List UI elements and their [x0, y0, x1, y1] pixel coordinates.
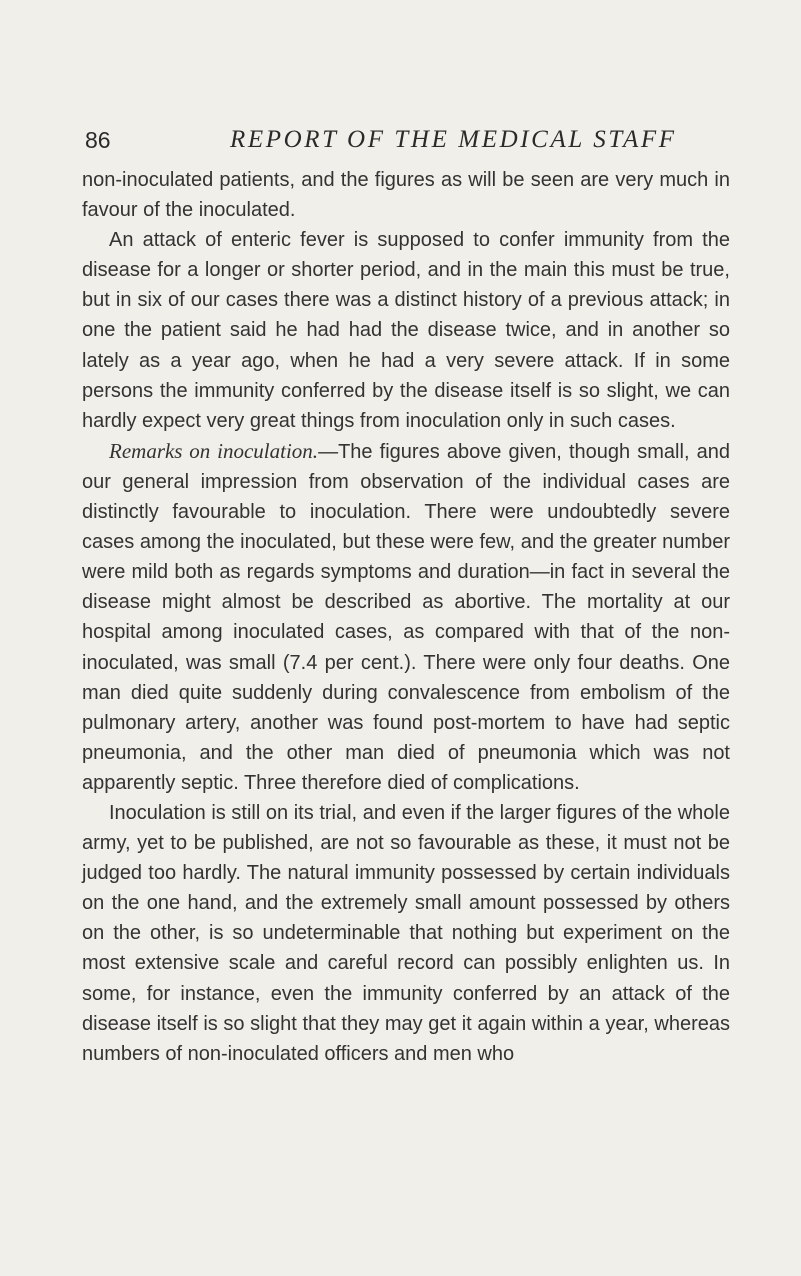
remarks-text: —The figures above given, though small, and our general impression from observation of the individual cases are distinctly favourable to inoculation. There were undoubtedly severe cases among the inoculated, but these were few, and the greater number were mild both as regards symptoms and duration—in fact in several the disease might almost be described as abortive. The mortality at our hospital among inoculated cases, as compared with that of the non-inoculated, was small (7.4 per cent.). There were only four deaths. One man died quite suddenly during convalescence from embolism of the pulmonary artery, another was found post-mortem to have had septic pneumonia, and the other man died of pneumonia which was not apparently septic. Three therefore died of complications.: [82, 440, 731, 794]
remarks-heading: Remarks on inoculation.: [109, 438, 319, 463]
page-header: [85, 120, 715, 160]
running-head: REPORT OF THE MEDICAL STAFF: [230, 126, 677, 153]
body-text: [82, 165, 730, 1069]
paragraph-immunity: An attack of enteric fever is supposed to confer immunity from the disease for a longer or shorter period, and in the main this must be true, but in six of our cases there was a distinct history of a previous attack; in one the patient said he had had the disease twice, and in another so lately as a year ago, when he had a very severe attack. If in some persons the immunity conferred by the disease itself is so slight, we can hardly expect very great things from inoculation only in such cases.: [82, 229, 730, 432]
paragraph-inoculation-trial: Inoculation is still on its trial, and even if the larger figures of the whole army, yet to be published, are not so favourable as these, it must not be judged too hardly. The natural immunity possessed by certain individuals on the one hand, and the extremely small amount possessed by others on the other, is so undeterminable that nothing but experiment on the most extensive scale and careful record can possibly enlighten us. In some, for instance, even the immunity conferred by an attack of the disease itself is so slight that they may get it again within a year, whereas numbers of non-inoculated officers and men who: [82, 801, 730, 1065]
page-number: 86: [85, 127, 111, 153]
paragraph-continuation: non-inoculated patients, and the figures as will be seen are very much in favour of the inoculated.: [82, 169, 730, 222]
paragraph-remarks: [82, 436, 730, 798]
